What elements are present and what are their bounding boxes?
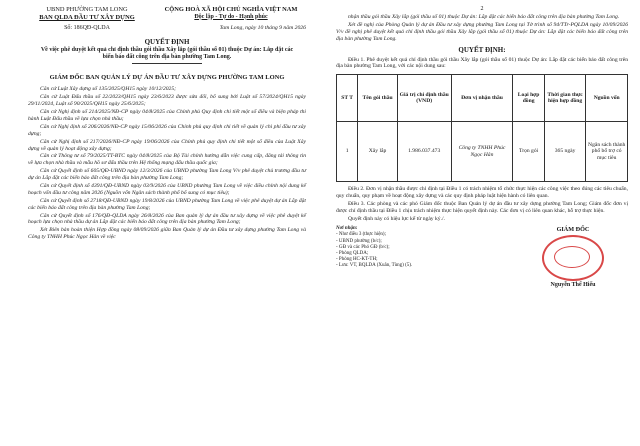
place-date: Tam Long, ngày 10 tháng 9 năm 2026 xyxy=(219,25,306,32)
citation-paragraph: Căn cứ Quyết định số 2718/QĐ-UBND ngày 19/8/2026 của UBND phường Tam Long về việc phê duyệt dự án Lắp đặt các biển báo đất công trên địa bàn phường Tam Long; xyxy=(28,197,306,211)
doc-title: QUYẾT ĐỊNH xyxy=(144,37,190,46)
table-header-row xyxy=(337,75,628,122)
red-seal-stamp xyxy=(542,235,604,281)
signer-name: Nguyễn Thế Hiếu xyxy=(550,282,596,289)
recipients xyxy=(336,226,496,288)
recipients-title: Nơi nhận: xyxy=(336,226,358,232)
signer xyxy=(518,226,628,288)
table-cell: 1 xyxy=(337,122,358,182)
document-header xyxy=(28,6,306,21)
citation-paragraph: Căn cứ Nghị định số 217/2026/NĐ-CP ngày 19/06/2026 của Chính phủ quy định chi tiết một số điều của Luật Xây dựng về quản lý hoạt động xây dựng; xyxy=(28,138,306,152)
recipient-item: - Như điều 3 (thực hiện); xyxy=(336,232,386,238)
table-cell: Ngân sách thành phố bổ trợ có mục tiêu xyxy=(586,122,628,182)
number-date-row xyxy=(28,25,306,33)
citations-list xyxy=(28,86,306,241)
recipient-item: - GĐ và các Phó GĐ (b/c); xyxy=(336,244,390,250)
article-2: Điều 2. Đơn vị nhận thầu được chỉ định tại Điều 1 có trách nhiệm tổ chức thực hiện các công việc theo đúng các tiêu chuẩn, quy chuẩn, quy phạm về hoạt động xây dựng và các quy định pháp luật hiện hành có liên quan. xyxy=(336,186,628,200)
page-2 xyxy=(320,0,640,446)
citation-paragraph: Xét Biên bản hoàn thiện Hợp đồng ngày 08/09/2026 giữa Ban Quản lý dự án Đầu tư xây dựng phường Tam Long và Công ty TNHH Phúc Ngọc Hân về việc xyxy=(28,227,306,241)
agency-line-2: BAN QLDA ĐẦU TƯ XÂY DỰNG xyxy=(39,13,135,21)
citation-paragraph: Căn cứ Quyết định số 605/QĐ-UBND ngày 12/3/2026 của UBND phường Tam Long V/v phê duyệt chủ trương đầu tư dự án Lắp đặt các biển báo đất công trên địa bàn phường Tam Long; xyxy=(28,168,306,182)
col-header: Nguồn vốn xyxy=(586,75,628,122)
page-number: 2 xyxy=(480,6,484,12)
doc-number: Số: 186QĐ-QLDA xyxy=(64,25,110,32)
table-cell: 365 ngày xyxy=(544,122,586,182)
col-header: Đơn vị nhận thầu xyxy=(451,75,513,122)
citation-paragraph: Căn cứ Luật Đấu thầu số 22/2023/QH15 ngày 23/6/2023 được sửa đổi, bổ sung bởi Luật số 57/2024/QH15 ngày 29/11/2024, Luật số 90/2025/QH15 ngày 25/6/2025; xyxy=(28,94,306,108)
citation-paragraph: Căn cứ Quyết định số 4391/QĐ-UBND ngày 03/9/2026 của UBND phường Tam Long về việc điều chỉnh nội dung kế hoạch vốn đầu tư công năm 2026 (Nguồn vốn Ngân sách thành phố bổ sung có mục tiêu); xyxy=(28,183,306,196)
table-row xyxy=(337,122,628,182)
col-header: Thời gian thực hiện hợp đồng xyxy=(544,75,586,122)
col-header: Loại hợp đồng xyxy=(513,75,544,122)
agency-line-1: UBND PHƯỜNG TAM LONG xyxy=(46,6,128,13)
citation-paragraph: Căn cứ Quyết định số 176/QĐ-QLDA ngày 26/8/2026 của Ban quản lý dự án đầu tư xây dựng về việc phê duyệt kế hoạch lựa chọn nhà thầu dự án Lắp đặt các biển báo đất công trên địa bàn phường Tam Long; xyxy=(28,212,306,226)
citation-paragraph: Căn cứ Nghị định số 214/2025/NĐ-CP ngày 04/8/2025 của Chính phủ Quy định chi tiết một số điều và biện pháp thi hành Luật Đấu thầu về lựa chọn nhà thầu; xyxy=(28,109,306,122)
article-3: Điều 3. Các phòng và các phó Giám đốc thuộc Ban Quản lý dự án đầu tư xây dựng phường Tam Long; Giám đốc đơn vị được chỉ định thầu tại Điều 1 chịu trách nhiệm thực hiện quyết định này. Các đơn vị có liên quan khác, hỗ trợ thực hiện. xyxy=(336,201,628,215)
nation-line-1: CỘNG HOÀ XÃ HỘI CHỦ NGHĨA VIỆT NAM xyxy=(164,6,298,13)
decides-heading: QUYẾT ĐỊNH: xyxy=(458,45,506,54)
divider xyxy=(132,63,202,64)
col-header: Tên gói thầu xyxy=(358,75,398,122)
table-cell: 1.986.037.473 xyxy=(397,122,451,182)
closing-line: Quyết định này có hiệu lực kể từ ngày ký./. xyxy=(348,216,445,223)
article-1: Điều 1. Phê duyệt kết quả chỉ định thầu gói thầu Xây lắp (gói thầu số 01) thuộc Dự án: Lắp đặt các biển báo đất công trên địa bàn phường Tam Long, với các nội dung sau: xyxy=(336,56,628,70)
signature-block xyxy=(336,226,628,288)
citation-paragraph: Căn cứ Thông tư số 79/2025/TT-BTC ngày 04/8/2025 của Bộ Tài chính hướng dẫn việc cung cấp, đăng tải thông tin về lựa chọn nhà thầu và mẫu hồ sơ đấu thầu trên Hệ thống mạng đấu thầu quốc gia; xyxy=(28,153,306,167)
table-cell: Trọn gói xyxy=(513,122,544,182)
nation-line-2: Độc lập - Tự do - Hạnh phúc xyxy=(194,13,268,20)
recipient-item: - Lưu: VT, BQLDA (Xuân, Tùng) (5). xyxy=(336,263,413,269)
col-header: ST T xyxy=(337,75,358,122)
table-cell: Xây lắp xyxy=(358,122,398,182)
award-table xyxy=(336,74,628,182)
signer-title: GIÁM ĐỐC xyxy=(556,226,590,234)
doc-subtitle: Về việc phê duyệt kết quả chỉ định thầu gói thầu Xây lắp (gói thầu số 01) thuộc Dự án: Lắp đặt các biển báo đất công trên địa bàn phường Tam Long. xyxy=(40,46,294,60)
citation-paragraph: Căn cứ Nghị định số 206/2026/NĐ-CP ngày 15/06/2026 của Chính phủ quy định chi tiết về quản lý chi phí đầu tư xây dựng; xyxy=(28,123,306,137)
recipient-item: - Phòng HC-KT-TH; xyxy=(336,257,378,263)
proposal-paragraph: Xét đề nghị của Phòng Quản lý dự án Đầu tư xây dựng phường Tam Long tại Tờ trình số 94/TTr-PQLDA ngày 10/09/2026 V/v đề nghị phê duyệt kết quả chỉ định thầu gói thầu Xây lắp (gói thầu số 01) thuộc Dự án: Lắp đặt các biển báo đất công trên địa bàn phường Tam Long. xyxy=(336,22,628,42)
recipient-item: - UBND phường (b/c); xyxy=(336,238,382,244)
col-header: Giá trị chỉ định thầu (VND) xyxy=(397,75,451,122)
recipient-item: - Phòng QLDA; xyxy=(336,251,369,257)
citation-paragraph: Căn cứ Luật Xây dựng số 135/2025/QH15 ngày 10/12/2025; xyxy=(40,86,176,93)
table-cell: Công ty TNHH Phúc Ngọc Hân xyxy=(451,122,513,182)
continuation-paragraph: nhận thầu gói thầu Xây lắp (gói thầu số 01) thuộc Dự án: Lắp đặt các biển báo đất công trên địa bàn phường Tam Long. xyxy=(348,14,620,20)
issuing-authority: GIÁM ĐỐC BAN QUẢN LÝ DỰ ÁN ĐẦU TƯ XÂY DỰNG PHƯỜNG TAM LONG xyxy=(49,74,285,82)
